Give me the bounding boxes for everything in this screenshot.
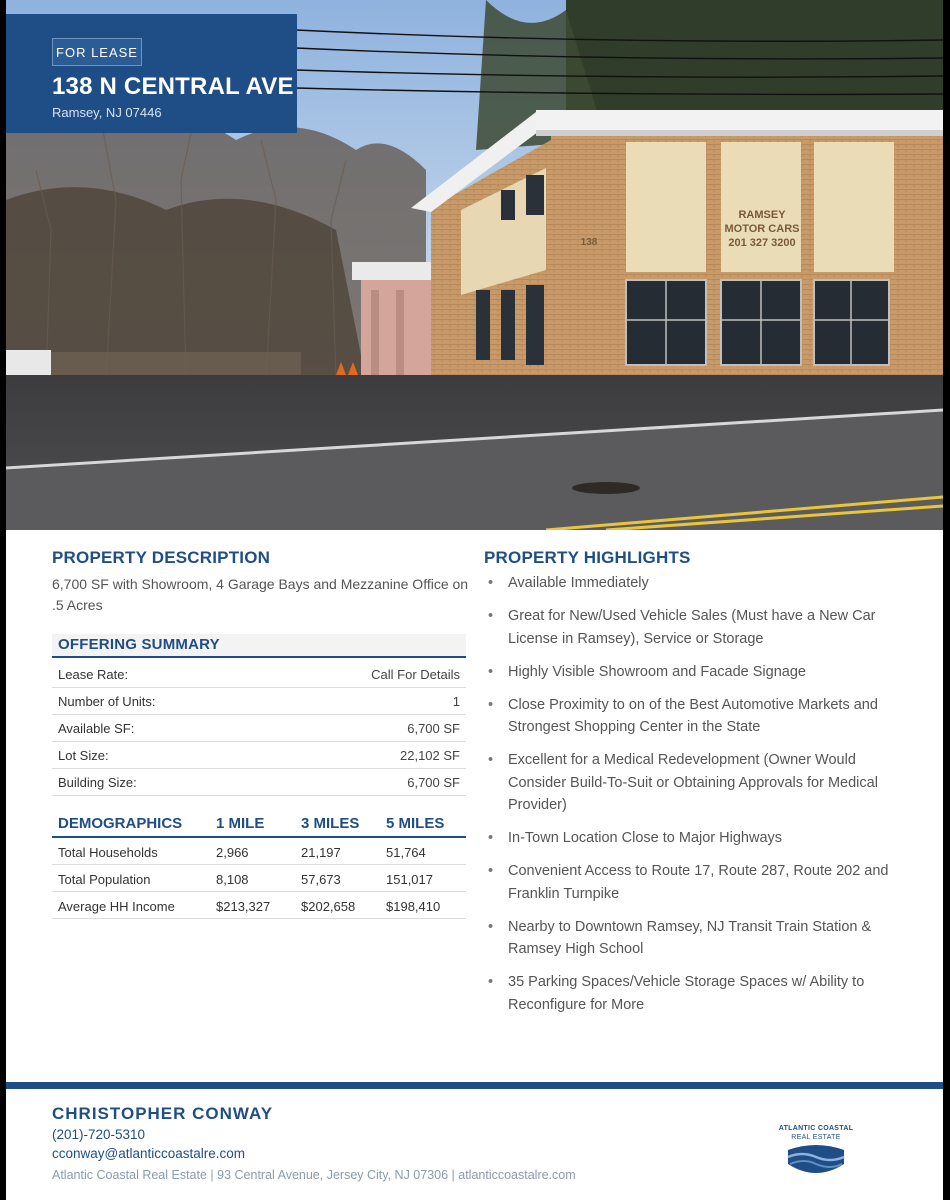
column-header: 5 MILES bbox=[386, 815, 445, 832]
table-row bbox=[52, 742, 466, 769]
row-label: Average HH Income bbox=[58, 899, 175, 914]
table-row bbox=[52, 838, 466, 865]
column-header: DEMOGRAPHICS bbox=[58, 815, 183, 832]
table-row bbox=[52, 892, 466, 919]
table-row bbox=[52, 715, 466, 742]
list-item: • 35 Parking Spaces/Vehicle Storage Spaces w/ Ability to Reconfigure for More bbox=[486, 971, 906, 1016]
list-item: • Close Proximity to on of the Best Automotive Markets and Strongest Shopping Center in the State bbox=[486, 694, 906, 739]
cell-value: 8,108 bbox=[216, 872, 249, 887]
description-title: PROPERTY DESCRIPTION bbox=[52, 548, 271, 567]
column-header: 1 MILE bbox=[216, 815, 265, 832]
row-value: 6,700 SF bbox=[407, 721, 460, 736]
cell-value: 2,966 bbox=[216, 845, 249, 860]
property-city: Ramsey, NJ 07446 bbox=[52, 105, 162, 120]
logo-line-1: ATLANTIC COASTAL bbox=[778, 1125, 854, 1132]
svg-text:MOTOR CARS: MOTOR CARS bbox=[724, 223, 800, 235]
row-value: 6,700 SF bbox=[407, 775, 460, 790]
cell-value: 51,764 bbox=[386, 845, 426, 860]
listing-badge bbox=[6, 14, 297, 133]
highlights-title: PROPERTY HIGHLIGHTS bbox=[484, 548, 691, 567]
agent-phone[interactable]: (201)-720-5310 bbox=[52, 1127, 146, 1142]
table-row bbox=[52, 769, 466, 796]
row-label: Lot Size: bbox=[58, 748, 109, 763]
row-value: 22,102 SF bbox=[400, 748, 460, 763]
row-label: Building Size: bbox=[58, 775, 137, 790]
row-label: Total Households bbox=[58, 845, 158, 860]
row-value: Call For Details bbox=[371, 667, 460, 682]
agent-name: CHRISTOPHER CONWAY bbox=[52, 1104, 274, 1123]
wave-icon bbox=[766, 1124, 866, 1184]
offering-summary-table bbox=[52, 661, 466, 796]
agent-email[interactable]: cconway@atlanticcoastalre.com bbox=[52, 1146, 246, 1161]
cell-value: 151,017 bbox=[386, 872, 433, 887]
offering-summary-header bbox=[52, 634, 466, 658]
company-logo bbox=[766, 1124, 866, 1184]
footer-divider bbox=[6, 1082, 943, 1089]
offering-summary-title: OFFERING SUMMARY bbox=[58, 636, 220, 653]
highlights-list bbox=[486, 572, 906, 1027]
list-item: • Nearby to Downtown Ramsey, NJ Transit Train Station & Ramsey High School bbox=[486, 916, 906, 961]
svg-text:201 327 3200: 201 327 3200 bbox=[728, 237, 796, 249]
column-header: 3 MILES bbox=[301, 815, 360, 832]
row-label: Lease Rate: bbox=[58, 667, 129, 682]
svg-text:138: 138 bbox=[580, 237, 598, 248]
list-item: • In-Town Location Close to Major Highways bbox=[486, 827, 906, 850]
table-row bbox=[52, 661, 466, 688]
table-row bbox=[52, 688, 466, 715]
list-item: • Convenient Access to Route 17, Route 287, Route 202 and Franklin Turnpike bbox=[486, 860, 906, 905]
cell-value: $198,410 bbox=[386, 899, 441, 914]
cell-value: 57,673 bbox=[301, 872, 341, 887]
for-lease-label: FOR LEASE bbox=[52, 38, 142, 66]
svg-text:RAMSEY: RAMSEY bbox=[738, 209, 786, 221]
table-row bbox=[52, 865, 466, 892]
list-item: • Available Immediately bbox=[486, 572, 906, 595]
demographics-header bbox=[52, 812, 466, 838]
demographics-table bbox=[52, 812, 466, 919]
flyer-page bbox=[6, 0, 943, 1200]
row-label: Number of Units: bbox=[58, 694, 156, 709]
property-address: 138 N CENTRAL AVE bbox=[52, 73, 294, 100]
cell-value: $202,658 bbox=[301, 899, 356, 914]
cell-value: 21,197 bbox=[301, 845, 341, 860]
row-label: Available SF: bbox=[58, 721, 135, 736]
property-photo bbox=[6, 0, 943, 530]
list-item: • Highly Visible Showroom and Facade Signage bbox=[486, 661, 906, 684]
list-item: • Excellent for a Medical Redevelopment (Owner Would Consider Build-To-Suit or Obtaining Approvals for Medical Provider) bbox=[486, 749, 906, 817]
description-text: 6,700 SF with Showroom, 4 Garage Bays and Mezzanine Office on .5 Acres bbox=[52, 576, 469, 613]
cell-value: $213,327 bbox=[216, 899, 271, 914]
list-item: • Great for New/Used Vehicle Sales (Must have a New Car License in Ramsey), Service or Storage bbox=[486, 605, 906, 650]
company-info: Atlantic Coastal Real Estate | 93 Central Avenue, Jersey City, NJ 07306 | atlanticcoastalre.com bbox=[52, 1168, 576, 1182]
row-label: Total Population bbox=[58, 872, 151, 887]
row-value: 1 bbox=[452, 694, 460, 709]
logo-line-2: REAL ESTATE bbox=[791, 1134, 841, 1141]
